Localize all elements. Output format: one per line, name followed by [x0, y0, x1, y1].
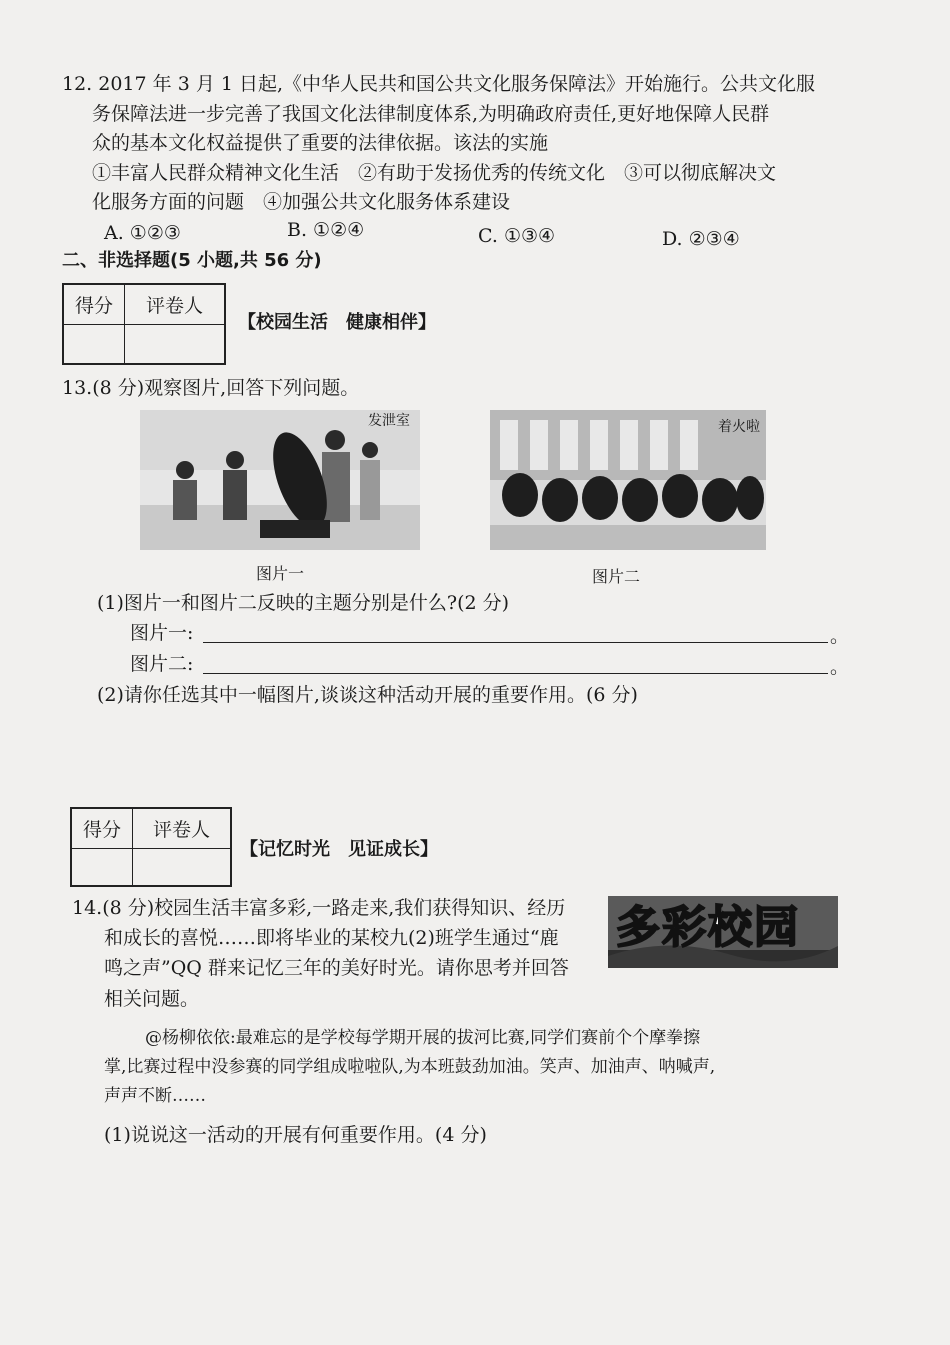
- grader-cell: [125, 324, 226, 364]
- colorful-campus-logo: [608, 896, 838, 968]
- score-cell: [63, 324, 125, 364]
- q12-option-b: B. ①②④: [287, 219, 365, 241]
- q12-option-c: C. ①③④: [478, 225, 556, 247]
- q14-line-4: 相关问题。: [104, 988, 200, 1010]
- answer-label-2: 图片二:: [130, 653, 194, 675]
- answer-line-1[interactable]: [203, 642, 828, 643]
- q12-option-d: D. ②③④: [662, 228, 740, 250]
- q14-quote-line-1: @杨柳依依:最难忘的是学校每学期开展的拔河比赛,同学们赛前个个摩拳擦: [145, 1028, 701, 1048]
- score-table-2: [70, 807, 232, 887]
- answer-line-2[interactable]: [203, 673, 828, 674]
- answer-period-2: 。: [830, 656, 850, 678]
- picture-one: [140, 410, 420, 550]
- picture-two-caption: 图片二: [592, 567, 641, 586]
- score-label: 得分: [71, 808, 133, 848]
- q12-option-a: A. ①②③: [104, 222, 181, 244]
- score-label: 得分: [63, 284, 125, 324]
- section-theme-2: 【记忆时光 见证成长】: [240, 839, 438, 860]
- q13-sub-question-2: (2)请你任选其中一幅图片,谈谈这种活动开展的重要作用。(6 分): [97, 684, 638, 706]
- q12-line-1: 12. 2017 年 3 月 1 日起,《中华人民共和国公共文化服务保障法》开始施行。公共文化服: [62, 73, 816, 95]
- picture-one-caption: 图片一: [256, 564, 305, 583]
- q14-quote-line-2: 掌,比赛过程中没参赛的同学组成啦啦队,为本班鼓劲加油。笑声、加油声、呐喊声,: [104, 1057, 716, 1077]
- q14-quote-line-3: 声声不断……: [104, 1086, 206, 1106]
- section-title: 二、非选择题(5 小题,共 56 分): [62, 250, 322, 271]
- score-table-1: [62, 283, 226, 365]
- picture-two-sign: 着火啦: [718, 419, 760, 435]
- q14-line-2: 和成长的喜悦……即将毕业的某校九(2)班学生通过“鹿: [104, 927, 559, 949]
- grader-cell: [133, 848, 232, 886]
- q12-line-3: 众的基本文化权益提供了重要的法律依据。该法的实施: [92, 132, 549, 154]
- q13-sub-question-1: (1)图片一和图片二反映的主题分别是什么?(2 分): [97, 592, 510, 614]
- q12-line-5: 化服务方面的问题 ④加强公共文化服务体系建设: [92, 191, 511, 213]
- q14-line-1: 14.(8 分)校园生活丰富多彩,一路走来,我们获得知识、经历: [72, 897, 566, 919]
- grader-label: 评卷人: [133, 808, 232, 848]
- answer-period-1: 。: [830, 625, 850, 647]
- q12-line-4: ①丰富人民群众精神文化生活 ②有助于发扬优秀的传统文化 ③可以彻底解决文: [92, 162, 777, 184]
- picture-one-sign: 发泄室: [368, 413, 410, 429]
- logo-text: 多彩校园: [616, 902, 800, 953]
- answer-label-1: 图片一:: [130, 622, 194, 644]
- section-theme-1: 【校园生活 健康相伴】: [238, 312, 436, 333]
- q14-sub-question-1: (1)说说这一活动的开展有何重要作用。(4 分): [104, 1124, 487, 1146]
- score-cell: [71, 848, 133, 886]
- grader-label: 评卷人: [125, 284, 226, 324]
- q14-line-3: 鸣之声”QQ 群来记忆三年的美好时光。请你思考并回答: [104, 957, 569, 979]
- q13-stem: 13.(8 分)观察图片,回答下列问题。: [62, 377, 360, 399]
- q12-line-2: 务保障法进一步完善了我国文化法律制度体系,为明确政府责任,更好地保障人民群: [92, 103, 770, 125]
